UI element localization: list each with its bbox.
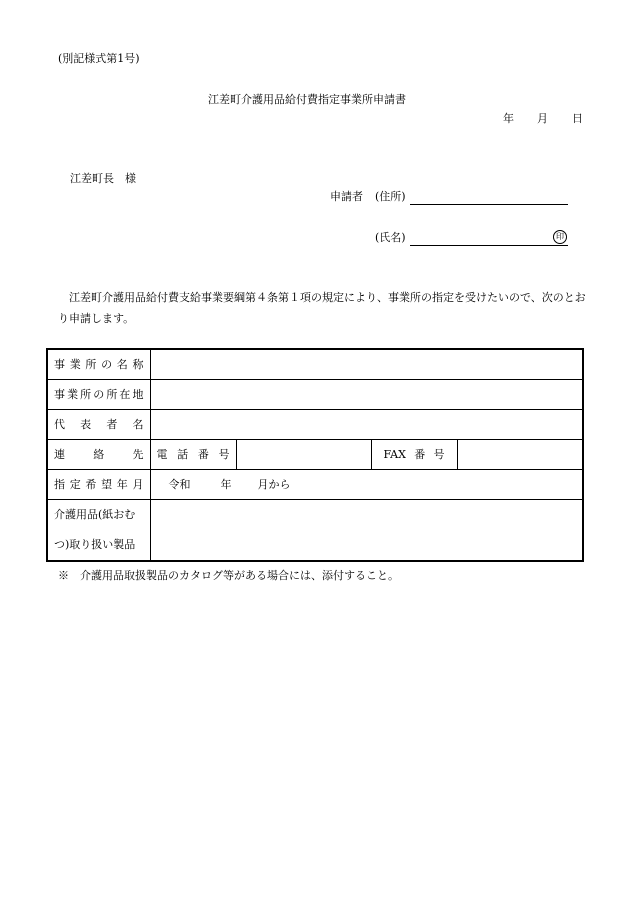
row-office-address: [47, 379, 583, 409]
applicant-label: 申請者: [330, 190, 363, 203]
form-number: (別記様式第1号): [58, 52, 140, 65]
body-paragraph: 江差町介護用品給付費支給事業要綱第４条第１項の規定により、事業所の指定を受けたいので、次のとおり申請します。: [58, 291, 586, 325]
phone-label: 電話番号: [156, 448, 230, 461]
address-field[interactable]: [410, 204, 568, 205]
row-desired-month: [47, 469, 583, 499]
desired-month-field[interactable]: [150, 469, 583, 499]
month-from: 月から: [257, 478, 291, 491]
seal-mark: 印: [553, 230, 567, 244]
desired-month-label: 指定希望年月: [54, 478, 144, 491]
products-label-line2: つ)取り扱い製品: [54, 537, 136, 551]
row-contact: [47, 439, 583, 469]
row-products: [47, 499, 583, 561]
office-name-field[interactable]: [150, 349, 583, 379]
year-unit: 年: [220, 478, 232, 491]
name-label: (氏名): [375, 231, 406, 244]
fax-field[interactable]: [457, 439, 583, 469]
fax-label: FAX番号: [383, 448, 445, 461]
contact-label: 連絡先: [54, 448, 144, 461]
products-label-line1: 介護用品(紙おむ: [54, 507, 136, 521]
name-field[interactable]: [410, 245, 568, 246]
row-representative: [47, 409, 583, 439]
office-name-label: 事業所の名称: [54, 358, 144, 372]
row-office-name: [47, 349, 583, 379]
application-table: [46, 348, 584, 562]
addressee: 江差町長 様: [70, 172, 136, 185]
office-address-label: 事業所の所在地: [54, 388, 144, 401]
form-title: 江差町介護用品給付費指定事業所申請書: [208, 93, 406, 106]
phone-field[interactable]: [236, 439, 371, 469]
representative-field[interactable]: [150, 409, 583, 439]
era-label: 令和: [168, 478, 191, 491]
date-month-label: 月: [537, 112, 548, 125]
representative-label: 代表者名: [54, 418, 144, 431]
products-field[interactable]: [150, 499, 583, 561]
date-year-label: 年: [503, 112, 514, 125]
address-label: (住所): [375, 190, 406, 203]
date-day-label: 日: [572, 112, 583, 125]
office-address-field[interactable]: [150, 379, 583, 409]
note-text: ※ 介護用品取扱製品のカタログ等がある場合には、添付すること。: [58, 569, 399, 582]
